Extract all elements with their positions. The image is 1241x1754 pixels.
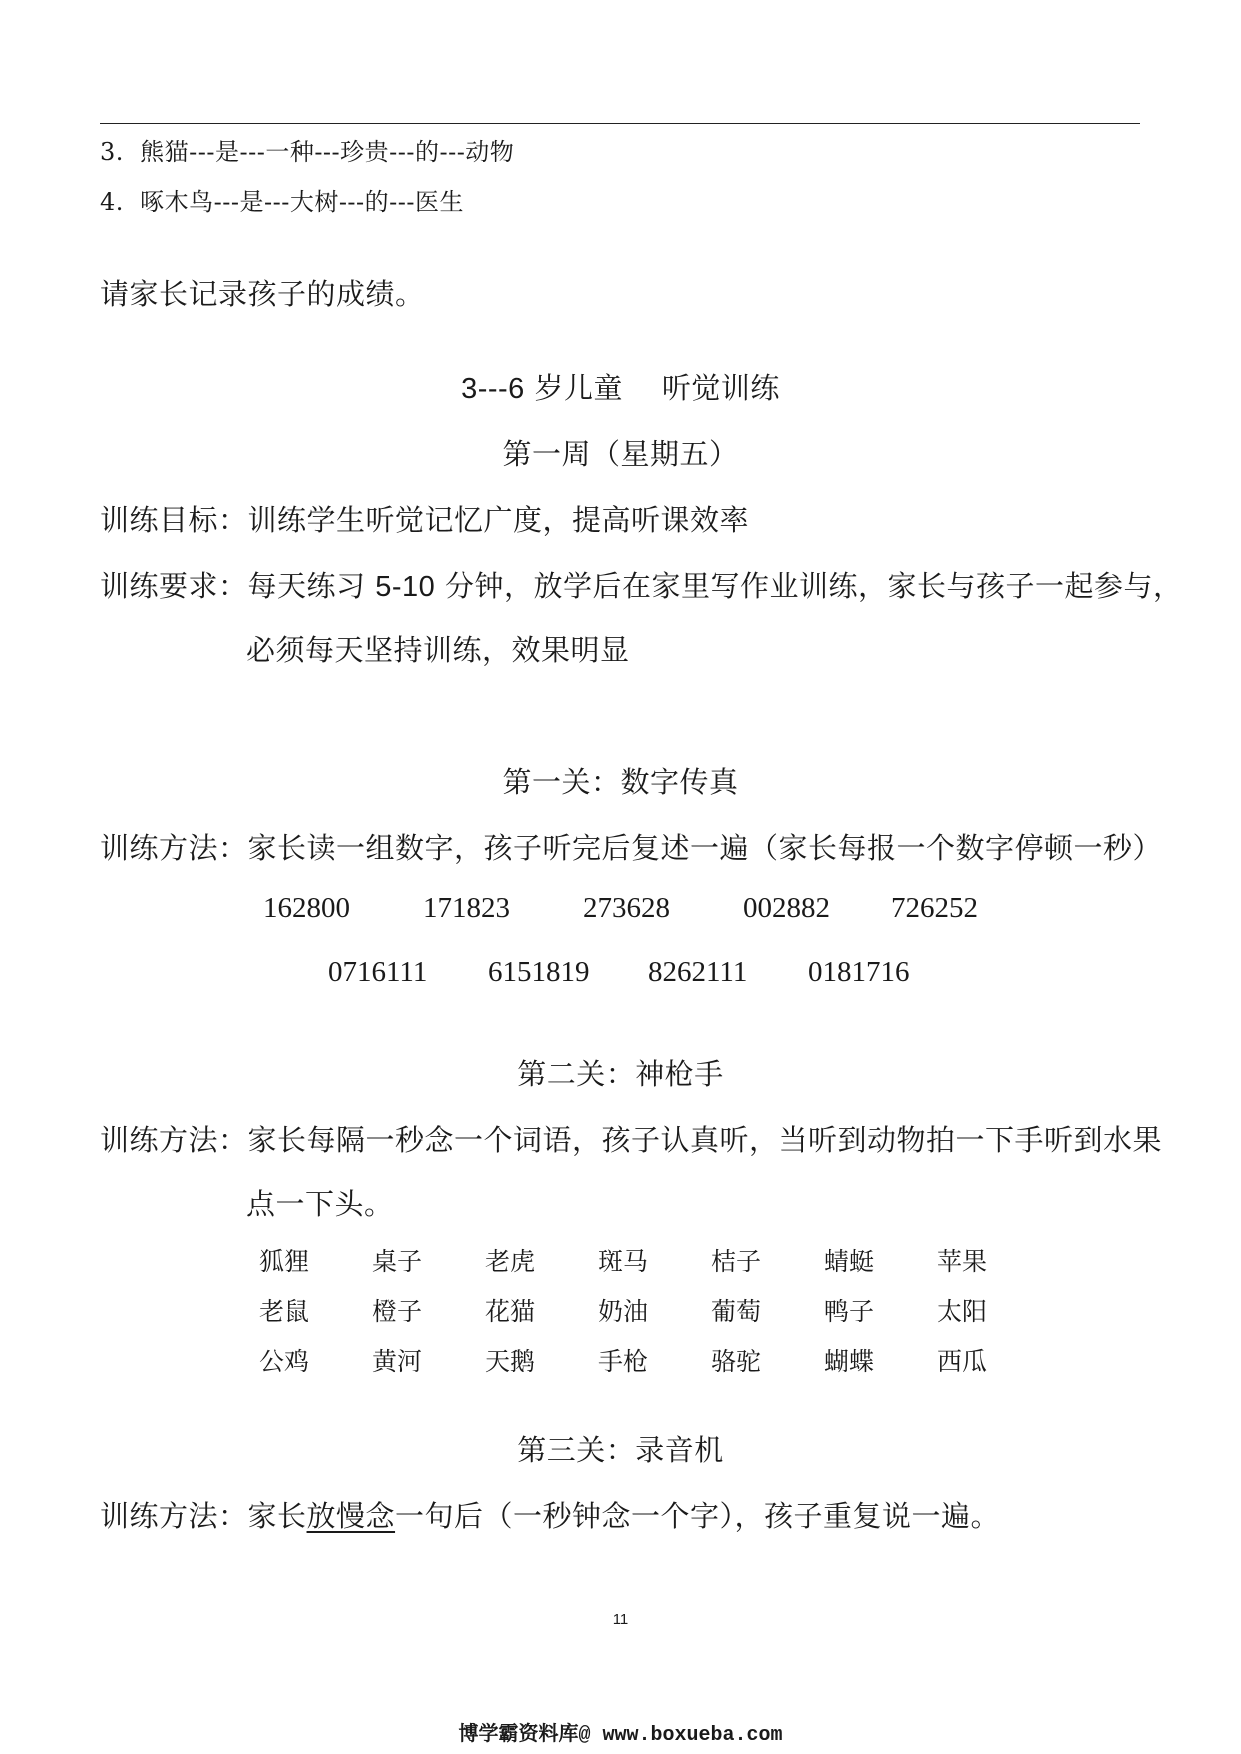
number-item: 8262111 [648, 956, 748, 988]
number-item: 6151819 [488, 956, 590, 988]
word-item: 黄河 [372, 1347, 423, 1376]
section-title [0, 366, 1241, 407]
requirement-line-2: 必须每天坚持训练，效果明显 [246, 633, 630, 667]
word-item: 蜻蜓 [824, 1247, 875, 1276]
method-label: 训练方法： [100, 1499, 248, 1533]
goal-label: 训练目标： [100, 503, 248, 537]
list-item-number: 3. [100, 138, 124, 166]
footer-watermark: 博学霸资料库@ www.boxueba.com [458, 1724, 783, 1747]
level2-title: 第二关：神枪手 [517, 1057, 724, 1091]
method-text: 家长读一组数字，孩子听完后复述一遍（家长每报一个数字停顿一秒） [247, 831, 1163, 865]
section-title-subject: 听觉训练 [661, 371, 780, 405]
word-item: 蝴蝶 [824, 1347, 875, 1376]
requirement-label: 训练要求： [100, 569, 248, 603]
section-title-main: 岁儿童 [534, 371, 624, 405]
word-item: 西瓜 [937, 1347, 988, 1376]
word-item: 桔子 [711, 1247, 762, 1276]
number-item: 273628 [583, 892, 670, 924]
word-item: 骆驼 [711, 1347, 762, 1376]
goal-text: 训练学生听觉记忆广度，提高听课效率 [247, 503, 750, 537]
list-item-number: 4. [100, 188, 124, 216]
number-item: 0716111 [328, 956, 428, 988]
word-item: 奶油 [598, 1297, 649, 1326]
number-item: 726252 [891, 892, 978, 924]
word-item: 狐狸 [259, 1247, 310, 1276]
requirement-text-b: 分钟，放学后在家里写作业训练，家长与孩子一起参与， [445, 569, 1183, 603]
method-text-a: 家长 [247, 1499, 307, 1533]
number-item: 002882 [743, 892, 830, 924]
word-item: 天鹅 [485, 1347, 536, 1376]
list-item-text: 啄木鸟---是---大树---的---医生 [140, 188, 464, 216]
page-number: 11 [612, 1611, 629, 1628]
word-item: 斑马 [598, 1247, 649, 1276]
list-item [100, 132, 514, 167]
number-item: 0181716 [808, 956, 910, 988]
requirement-minutes: 5-10 [375, 571, 436, 603]
method-text: 家长每隔一秒念一个词语，孩子认真听，当听到动物拍一下手听到水果 [247, 1123, 1163, 1157]
word-item: 苹果 [937, 1247, 988, 1276]
word-item: 老鼠 [259, 1297, 310, 1326]
goal-line [100, 498, 749, 539]
word-item: 老虎 [485, 1247, 536, 1276]
week-label: 第一周（星期五） [502, 437, 739, 471]
section-title-age: 3---6 [461, 373, 525, 405]
number-item: 162800 [263, 892, 350, 924]
header-rule [100, 123, 1140, 124]
list-item [100, 182, 464, 217]
level3-title: 第三关：录音机 [517, 1433, 724, 1467]
level1-title: 第一关：数字传真 [502, 765, 739, 799]
parent-note: 请家长记录孩子的成绩。 [100, 277, 425, 311]
word-item: 葡萄 [711, 1297, 762, 1326]
word-item: 橙子 [372, 1297, 423, 1326]
level2-method-line-2: 点一下头。 [246, 1187, 394, 1221]
word-item: 鸭子 [824, 1297, 875, 1326]
word-item: 手枪 [598, 1347, 649, 1376]
requirement-line-1 [100, 564, 1183, 605]
list-item-text: 熊猫---是---一种---珍贵---的---动物 [140, 138, 515, 166]
level3-method [100, 1494, 1000, 1535]
word-item: 公鸡 [259, 1347, 310, 1376]
method-text-underlined: 放慢念 [306, 1499, 396, 1533]
word-item: 太阳 [937, 1297, 988, 1326]
method-label: 训练方法： [100, 831, 248, 865]
word-item: 花猫 [485, 1297, 536, 1326]
number-item: 171823 [423, 892, 510, 924]
level1-method [100, 826, 1162, 867]
level2-method-line-1 [100, 1118, 1162, 1159]
word-item: 桌子 [372, 1247, 423, 1276]
method-text-b: 一句后（一秒钟念一个字），孩子重复说一遍。 [395, 1499, 1001, 1533]
requirement-text-a: 每天练习 [247, 569, 366, 603]
method-label: 训练方法： [100, 1123, 248, 1157]
